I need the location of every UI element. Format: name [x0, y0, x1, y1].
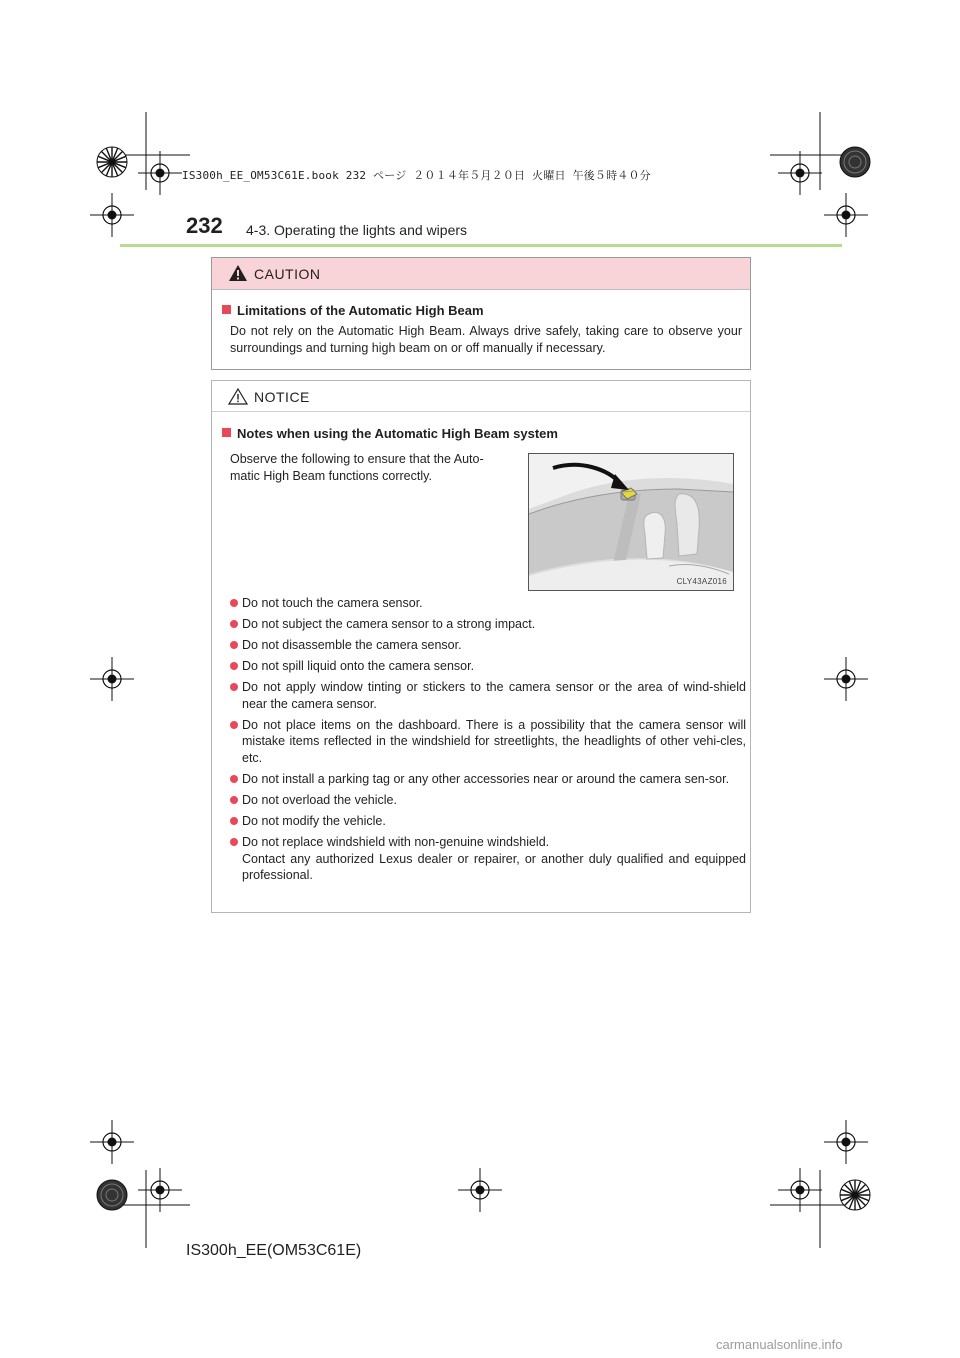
warning-triangle-icon — [229, 265, 247, 281]
section-title: 4-3. Operating the lights and wipers — [246, 222, 468, 238]
square-bullet-icon — [222, 428, 231, 437]
page-number: 232 — [186, 213, 223, 238]
list-item: Do not subject the camera sensor to a strong impact. — [230, 616, 746, 633]
caution-label: CAUTION — [254, 266, 321, 282]
bullet-dot-icon — [230, 620, 238, 628]
footer-manual-code: IS300h_EE(OM53C61E) — [186, 1242, 362, 1259]
list-item: Do not overload the vehicle. — [230, 792, 746, 809]
warning-triangle-outline-icon — [228, 388, 248, 405]
list-item: Do not apply window tinting or stickers to the camera sensor or the area of wind-shield near the camera sensor. — [230, 679, 746, 712]
bullet-dot-icon — [230, 775, 238, 783]
square-bullet-icon — [222, 305, 231, 314]
caution-box — [211, 257, 751, 370]
bullet-dot-icon — [230, 817, 238, 825]
bullet-dot-icon — [230, 641, 238, 649]
figure-label: CLY43AZ016 — [676, 577, 727, 586]
print-header: IS300h_EE_OM53C61E.book 232 ページ ２０１４年５月２０日 火曜日 午後５時４０分 — [182, 169, 651, 182]
notice-item-title: Notes when using the Automatic High Beam system — [222, 426, 558, 441]
watermark: carmanualsonline.info — [716, 1337, 843, 1352]
caution-header — [212, 258, 750, 290]
list-item: Do not disassemble the camera sensor. — [230, 637, 746, 654]
notice-label: NOTICE — [254, 389, 310, 405]
bullet-dot-icon — [230, 721, 238, 729]
bullet-dot-icon — [230, 796, 238, 804]
bullet-dot-icon — [230, 838, 238, 846]
list-item: Do not place items on the dashboard. There is a possibility that the camera sensor will mistake items reflected in the windshield for streetlights, the headlights of other vehi-cles, etc. — [230, 717, 746, 767]
notice-box — [211, 380, 751, 913]
list-item: Do not spill liquid onto the camera sensor. — [230, 658, 746, 675]
list-item: Do not modify the vehicle. — [230, 813, 746, 830]
notice-header — [212, 381, 750, 412]
caution-item-title: Limitations of the Automatic High Beam — [222, 303, 484, 318]
list-item: Do not replace windshield with non-genuine windshield. Contact any authorized Lexus dealer or repairer, or another duly qualified and equipped professional. — [230, 834, 746, 884]
bullet-dot-icon — [230, 599, 238, 607]
camera-sensor-figure — [528, 453, 734, 591]
list-item: Do not touch the camera sensor. — [230, 595, 746, 612]
caution-text: Do not rely on the Automatic High Beam. Always drive safely, taking care to observe your surroundings and turning high beam on or off manually if necessary. — [230, 324, 742, 355]
bullet-dot-icon — [230, 662, 238, 670]
header-rule — [120, 244, 842, 247]
list-item: Do not install a parking tag or any other accessories near or around the camera sen-sor. — [230, 771, 746, 788]
bullet-dot-icon — [230, 683, 238, 691]
notice-intro: Observe the following to ensure that the Auto-matic High Beam functions correctly. — [230, 452, 484, 483]
windshield-illustration — [529, 454, 733, 590]
notice-bullet-list — [230, 595, 746, 888]
